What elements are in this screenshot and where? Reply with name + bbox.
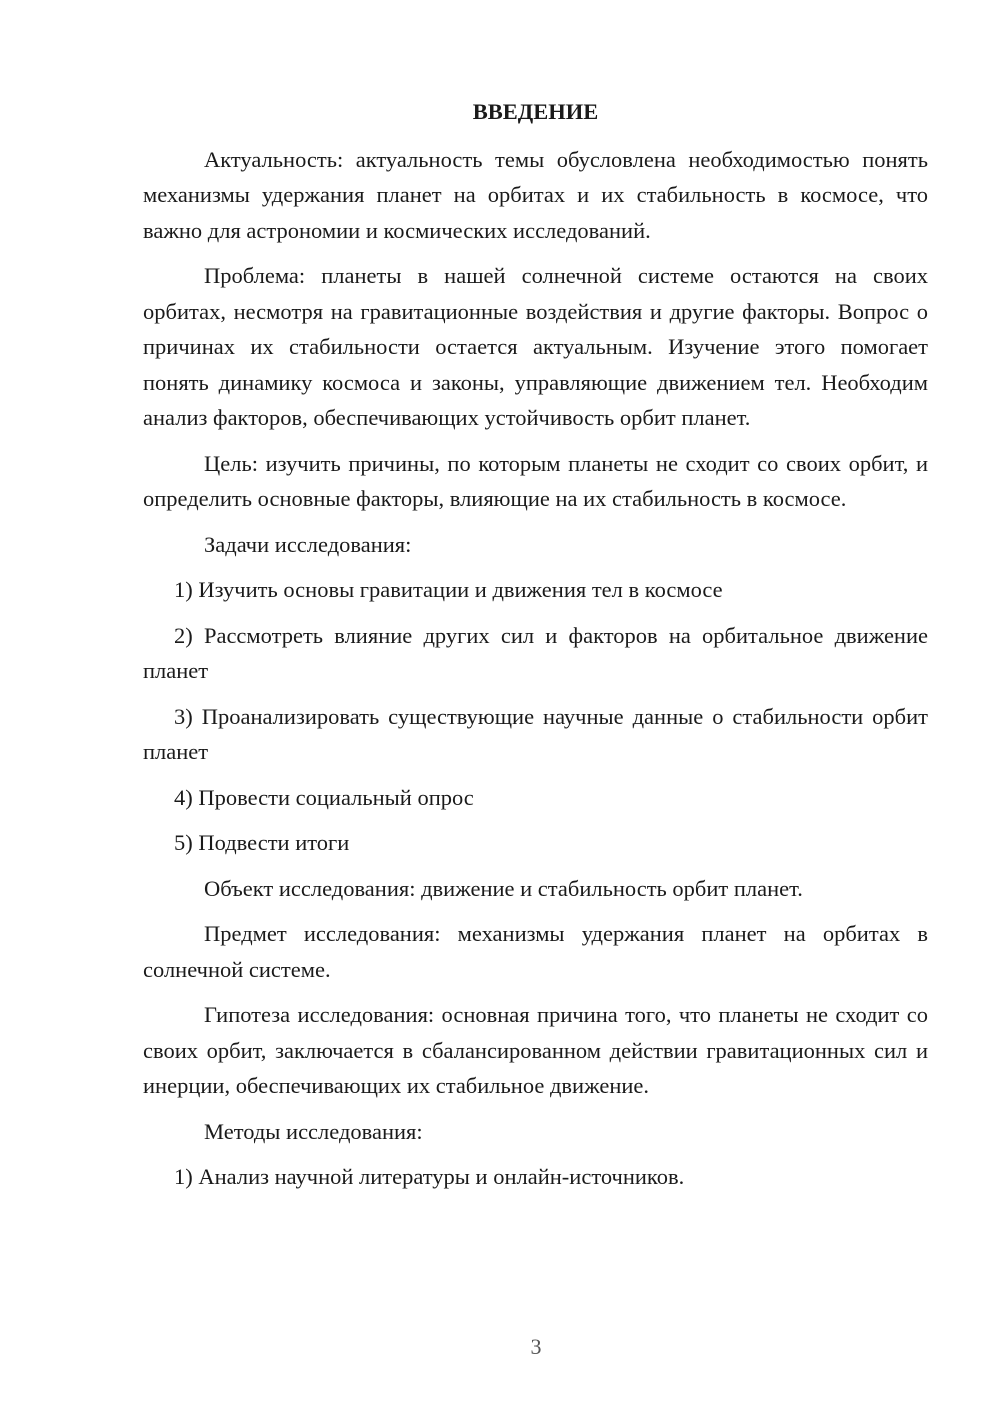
tasks-heading: Задачи исследования:: [204, 531, 412, 557]
subject-paragraph: Предмет исследования: механизмы удержания планет на орбитах в солнечной системе.: [143, 921, 928, 982]
page-content: [143, 94, 928, 1205]
page-title: ВВЕДЕНИЕ: [472, 99, 599, 124]
hypothesis-paragraph: Гипотеза исследования: основная причина того, что планеты не сходит со своих орбит, заключается в сбалансированном действии гравитационных сил и инерции, обеспечивающих их стабильное движение.: [143, 1002, 928, 1098]
problem-paragraph: Проблема: планеты в нашей солнечной системе остаются на своих орбитах, несмотря на гравитационные воздействия и другие факторы. Вопрос о причинах их стабильности остается актуальным. Изучение этого помогает понять динамику космоса и законы, управляющие движением тел. Необходим анализ факторов, обеспечивающих устойчивость орбит планет.: [143, 263, 928, 430]
goal-paragraph: Цель: изучить причины, по которым планеты не сходит со своих орбит, и определить основные факторы, влияющие на их стабильность в космосе.: [143, 450, 928, 511]
method-item-1: 1) Анализ научной литературы и онлайн-источников.: [174, 1164, 685, 1189]
task-item-4: 4) Провести социальный опрос: [174, 784, 474, 810]
page-number: 3: [530, 1334, 542, 1359]
task-item-2: 2) Рассмотреть влияние других сил и факторов на орбитальное движение планет: [143, 622, 928, 683]
methods-heading: Методы исследования:: [204, 1118, 423, 1144]
task-item-3: 3) Проанализировать существующие научные данные о стабильности орбит планет: [143, 703, 928, 764]
relevance-paragraph: Актуальность: актуальность темы обусловлена необходимостью понять механизмы удержания планет на орбитах и их стабильность в космосе, что важно для астрономии и космических исследований.: [143, 146, 928, 243]
task-item-1: 1) Изучить основы гравитации и движения тел в космосе: [174, 577, 723, 602]
object-paragraph: Объект исследования: движение и стабильность орбит планет.: [204, 875, 803, 901]
task-item-5: 5) Подвести итоги: [174, 830, 350, 855]
